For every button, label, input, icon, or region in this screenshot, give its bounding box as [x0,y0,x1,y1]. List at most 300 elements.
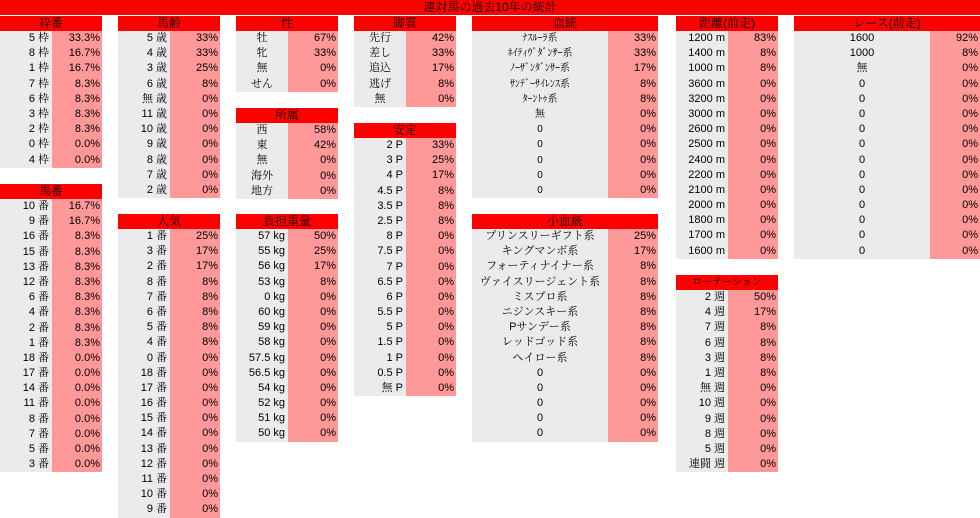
row-value: 0% [406,320,456,335]
table-row [118,61,220,76]
row-value: 8% [406,184,456,199]
table-row [118,107,220,122]
table-row [236,381,338,396]
row-value: 33% [406,46,456,61]
row-label: 2.5 P [354,214,406,229]
row-label: 8 番 [0,412,52,427]
row-value: 0% [930,107,980,122]
row-label: 0 [794,122,930,137]
table-row [118,351,220,366]
row-label: 2 歳 [118,183,170,198]
table-row [472,366,658,381]
table-row [472,411,658,426]
row-value: 0% [608,153,658,168]
row-label: 5 週 [676,442,728,457]
row-label: 10 歳 [118,122,170,137]
table-row [472,396,658,411]
row-label: 56 kg [236,259,288,274]
row-value: 0% [930,168,980,183]
table-row [676,244,778,259]
row-label: 0 [794,198,930,213]
row-label: 2600 m [676,122,728,137]
antei-header: 安定 [354,123,456,138]
row-label: 8 枠 [0,46,52,61]
row-value: 42% [406,31,456,46]
kyori-table [676,16,778,259]
row-label: ヘイロー系 [472,351,608,366]
row-value: 0% [930,153,980,168]
table-row [0,122,102,137]
row-value: 8% [170,335,220,350]
row-value: 0% [170,442,220,457]
race-rows [794,31,980,259]
row-value: 8.3% [52,290,102,305]
row-label: 5 P [354,320,406,335]
table-row [676,427,778,442]
table-row [676,213,778,228]
row-value: 16.7% [52,46,102,61]
row-value: 8% [608,92,658,107]
row-value: 0% [930,183,980,198]
table-row [676,442,778,457]
row-value: 0% [406,229,456,244]
row-value: 25% [170,61,220,76]
row-value: 8% [608,275,658,290]
row-value: 0% [406,305,456,320]
table-row [676,92,778,107]
table-row [676,228,778,243]
row-value: 0% [608,426,658,441]
row-label: 無 [236,61,288,76]
row-value: 0% [608,183,658,198]
row-label: 3 枠 [0,107,52,122]
row-label: 1600 [794,31,930,46]
row-label: 無 P [354,381,406,396]
table-row [676,31,778,46]
row-label: 58 kg [236,335,288,350]
row-label: 2200 m [676,168,728,183]
table-row [676,351,778,366]
row-label: 無 [354,92,406,107]
table-row [472,183,658,198]
row-label: 0 kg [236,290,288,305]
row-value: 83% [728,31,778,46]
row-label: 0.5 P [354,366,406,381]
row-label: 牡 [236,31,288,46]
table-row [472,92,658,107]
row-value: 8.3% [52,229,102,244]
row-value: 8.3% [52,305,102,320]
antei-rows [354,138,456,396]
row-label: 0 [794,92,930,107]
row-value: 8.3% [52,275,102,290]
row-value: 8% [170,275,220,290]
row-label: 7 P [354,260,406,275]
table-row [676,107,778,122]
table-row [236,426,338,441]
table-row [236,335,338,350]
row-label: 無 [472,107,608,122]
row-label: 1400 m [676,46,728,61]
row-label: 8 番 [118,275,170,290]
table-row [236,229,338,244]
futan-rows [236,229,338,442]
row-label: 12 番 [0,275,52,290]
row-label: 連闘 週 [676,457,728,472]
table-row [118,46,220,61]
table-row [354,244,456,259]
table-row [0,153,102,168]
row-value: 8% [608,305,658,320]
shozoku-table [236,108,338,199]
row-label: 0 [472,153,608,168]
table-row [794,122,980,137]
table-row [794,61,980,76]
table-row [118,366,220,381]
row-value: 0% [608,411,658,426]
table-row [354,366,456,381]
row-value: 0% [288,77,338,92]
row-label: 6 週 [676,336,728,351]
table-row [118,229,220,244]
umaban-table [0,184,102,472]
row-value: 0% [728,183,778,198]
row-value: 8% [406,214,456,229]
row-label: 60 kg [236,305,288,320]
row-value: 0% [406,92,456,107]
row-label: 1000 m [676,61,728,76]
shoketto-rows [472,229,658,442]
row-value: 0% [608,137,658,152]
row-value: 0% [288,305,338,320]
table-row [794,228,980,243]
rotation-table [676,275,778,472]
table-row [236,244,338,259]
table-row [236,320,338,335]
table-row [472,320,658,335]
row-value: 0.0% [52,457,102,472]
table-row [472,259,658,274]
page-title: 連対馬の過去10年の統計 [0,0,980,15]
row-label: 53 kg [236,275,288,290]
table-row [118,153,220,168]
row-value: 0% [288,335,338,350]
row-value: 0% [728,77,778,92]
row-value: 0% [608,122,658,137]
row-value: 33% [170,46,220,61]
row-value: 0% [288,169,338,184]
table-row [676,153,778,168]
row-label: 10 番 [0,199,52,214]
table-row [118,487,220,502]
table-row [0,412,102,427]
row-label: 8 週 [676,427,728,442]
table-row [472,122,658,137]
row-value: 0% [728,213,778,228]
row-label: 13 番 [0,260,52,275]
race-table [794,16,980,259]
table-row [236,31,338,46]
rotation-header: ローテーション [676,275,778,290]
row-label: 6 番 [118,305,170,320]
row-value: 8.3% [52,321,102,336]
row-label: 2 番 [118,259,170,274]
table-row [118,31,220,46]
table-row [676,290,778,305]
waku-header: 枠番 [0,16,102,31]
row-label: 0 [472,137,608,152]
table-row [354,260,456,275]
row-value: 0% [728,153,778,168]
table-row [0,381,102,396]
table-row [354,77,456,92]
row-value: 17% [608,61,658,76]
row-value: 8% [608,77,658,92]
row-label: 10 週 [676,396,728,411]
row-value: 0% [170,92,220,107]
row-value: 8% [608,320,658,335]
table-row [472,168,658,183]
row-label: 15 番 [0,245,52,260]
table-row [118,502,220,517]
barei-table [118,16,220,198]
row-label: 0 [794,228,930,243]
table-row [472,244,658,259]
row-value: 0% [608,396,658,411]
row-value: 0% [406,260,456,275]
row-label: 6 歳 [118,77,170,92]
row-value: 0% [406,290,456,305]
table-row [236,305,338,320]
row-value: 0% [930,198,980,213]
table-row [676,61,778,76]
table-row [676,396,778,411]
row-value: 8% [170,305,220,320]
futan-table [236,214,338,442]
row-value: 8% [930,46,980,61]
row-value: 0% [170,351,220,366]
row-value: 0% [170,472,220,487]
table-row [676,457,778,472]
table-row [118,77,220,92]
row-value: 0% [406,366,456,381]
waku-rows [0,31,102,168]
row-value: 0% [608,381,658,396]
table-row [118,305,220,320]
row-value: 58% [288,123,338,138]
table-row [0,245,102,260]
table-row [236,184,338,199]
row-value: 0% [170,411,220,426]
table-row [794,213,980,228]
table-row [118,137,220,152]
table-row [354,92,456,107]
table-row [354,153,456,168]
row-value: 0% [288,351,338,366]
row-label: 0 枠 [0,137,52,152]
table-row [236,396,338,411]
table-row [794,168,980,183]
row-value: 0% [170,183,220,198]
row-label: 18 番 [0,351,52,366]
table-row [354,138,456,153]
table-row [676,412,778,427]
row-value: 0% [728,442,778,457]
row-value: 8% [608,335,658,350]
table-row [0,31,102,46]
row-value: 25% [170,229,220,244]
row-label: 海外 [236,169,288,184]
row-value: 0% [406,335,456,350]
row-label: 3200 m [676,92,728,107]
row-value: 8.3% [52,336,102,351]
table-row [0,199,102,214]
row-label: 11 歳 [118,107,170,122]
barei-rows [118,31,220,198]
row-value: 8% [170,320,220,335]
row-label: 0 [794,137,930,152]
table-row [118,396,220,411]
table-row [236,275,338,290]
table-row [472,107,658,122]
row-label: 牝 [236,46,288,61]
row-label: 11 番 [118,472,170,487]
row-label: ﾉｰｻﾞﾝﾀﾞﾝｻｰ系 [472,61,608,76]
table-row [676,122,778,137]
row-label: 4 週 [676,305,728,320]
table-row [794,77,980,92]
row-label: 0 [794,183,930,198]
table-row [0,275,102,290]
row-value: 0% [930,61,980,76]
row-value: 0.0% [52,412,102,427]
table-row [354,290,456,305]
table-row [0,107,102,122]
table-row [794,244,980,259]
row-label: 16 番 [118,396,170,411]
row-label: 0 [472,396,608,411]
row-label: 3 週 [676,351,728,366]
table-row [236,138,338,153]
row-value: 0% [930,92,980,107]
row-value: 0% [406,275,456,290]
table-row [236,290,338,305]
row-label: 2100 m [676,183,728,198]
row-label: 0 [472,426,608,441]
row-label: 7 番 [118,290,170,305]
row-value: 0% [170,457,220,472]
table-row [236,411,338,426]
row-value: 0% [608,107,658,122]
table-row [0,427,102,442]
row-value: 0% [406,351,456,366]
row-value: 33% [608,46,658,61]
row-value: 42% [288,138,338,153]
kyori-header: 距離(前走) [676,16,778,31]
shoketto-header: 小血統 [472,214,658,229]
row-label: 15 番 [118,411,170,426]
row-label: 1600 m [676,244,728,259]
row-value: 17% [406,61,456,76]
row-value: 0% [406,244,456,259]
row-label: 3000 m [676,107,728,122]
row-label: 50 kg [236,426,288,441]
row-label: 1700 m [676,228,728,243]
row-label: 17 番 [0,366,52,381]
table-row [118,381,220,396]
table-row [676,198,778,213]
table-row [0,290,102,305]
row-label: 西 [236,123,288,138]
table-row [794,153,980,168]
row-value: 0% [728,244,778,259]
row-label: 2 P [354,138,406,153]
kyakushitsu-rows [354,31,456,107]
row-label: 10 番 [118,487,170,502]
row-value: 0% [728,381,778,396]
table-row [676,366,778,381]
row-value: 8% [608,290,658,305]
table-row [472,46,658,61]
row-value: 0% [728,137,778,152]
row-value: 0% [608,168,658,183]
table-row [794,31,980,46]
sei-table [236,16,338,92]
row-label: 7 週 [676,320,728,335]
row-label: 無 歳 [118,92,170,107]
race-header: レース(前走) [794,16,980,31]
row-label: 5 番 [0,442,52,457]
row-label: 0 [794,77,930,92]
table-row [354,305,456,320]
table-row [354,229,456,244]
row-label: 1 週 [676,366,728,381]
row-value: 0% [170,487,220,502]
shoketto-table [472,214,658,442]
row-value: 0% [608,366,658,381]
table-row [676,305,778,320]
table-row [0,305,102,320]
row-label: 1.5 P [354,335,406,350]
row-value: 33% [170,31,220,46]
row-value: 0% [728,427,778,442]
row-value: 33% [608,31,658,46]
row-value: 0.0% [52,396,102,411]
row-label: プリンスリーギフト系 [472,229,608,244]
table-row [118,457,220,472]
row-label: 差し [354,46,406,61]
sei-rows [236,31,338,92]
table-row [354,214,456,229]
table-row [236,77,338,92]
row-label: 3 歳 [118,61,170,76]
row-label: 無 [794,61,930,76]
row-label: 先行 [354,31,406,46]
umaban-header: 馬番 [0,184,102,199]
table-row [236,123,338,138]
row-label: せん [236,77,288,92]
row-label: 5.5 P [354,305,406,320]
table-row [354,199,456,214]
table-row [472,351,658,366]
row-label: 2400 m [676,153,728,168]
row-label: 14 番 [0,381,52,396]
row-label: 3.5 P [354,199,406,214]
table-row [118,183,220,198]
table-row [354,351,456,366]
table-row [354,335,456,350]
row-value: 0% [288,153,338,168]
